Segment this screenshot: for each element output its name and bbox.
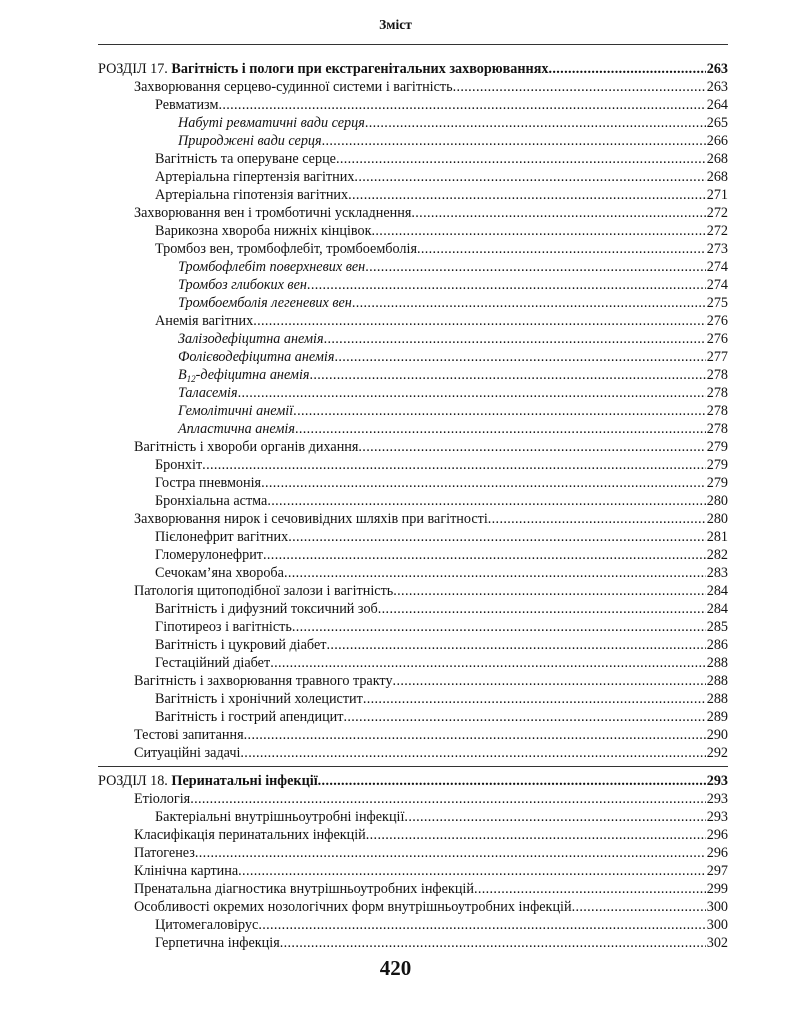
- toc-entry-page: 293: [706, 809, 728, 825]
- toc-entry-title: Класифікація перинатальних інфекцій: [134, 827, 366, 843]
- toc-entry-title: Гломерулонефрит: [155, 547, 264, 563]
- toc-entry[interactable]: [98, 898, 728, 916]
- toc-entry[interactable]: [98, 618, 728, 636]
- toc-entry-page: 279: [706, 475, 728, 491]
- toc-entry[interactable]: [98, 456, 728, 474]
- dot-leader: [267, 492, 705, 510]
- dot-leader: [366, 826, 706, 844]
- toc-entry-page: 299: [706, 881, 728, 897]
- toc-entry[interactable]: [98, 862, 728, 880]
- toc-entry[interactable]: [98, 808, 728, 826]
- toc-entry-title: Бронхіальна астма: [155, 493, 268, 509]
- toc-entry[interactable]: [98, 294, 728, 312]
- toc-entry-page: 293: [706, 791, 728, 807]
- toc-entry-page: 296: [706, 845, 728, 861]
- dot-leader: [365, 114, 706, 132]
- dot-leader: [258, 916, 705, 934]
- toc-entry-page: 265: [706, 115, 728, 131]
- toc-entry-title: Вагітність та оперуване серце: [155, 151, 336, 167]
- toc-entry[interactable]: [98, 330, 728, 348]
- toc-entry-page: 272: [706, 205, 728, 221]
- toc-entry-title: Вагітність і гострий апендицит: [155, 709, 344, 725]
- toc-entry[interactable]: [98, 510, 728, 528]
- toc-entry[interactable]: [98, 420, 728, 438]
- dot-leader: [270, 654, 706, 672]
- dot-leader: [322, 132, 706, 150]
- toc-entry-title: Артеріальна гіпотензія вагітних: [155, 187, 349, 203]
- dot-leader: [453, 78, 706, 96]
- toc-entry-page: 278: [706, 421, 728, 437]
- chapter-17-entries-continued: [98, 384, 728, 762]
- toc-entry[interactable]: [98, 726, 728, 744]
- toc-entry-title: Бронхіт: [155, 457, 203, 473]
- dot-leader: [218, 96, 705, 114]
- toc-entry-title: Тромбоз глибоких вен: [178, 277, 307, 293]
- toc-entry-title: Ситуаційні задачі: [134, 745, 241, 761]
- dot-leader: [244, 726, 706, 744]
- toc-entry[interactable]: [98, 880, 728, 898]
- toc-entry-title: Тромбоемболія легеневих вен: [178, 295, 352, 311]
- chapter-17-prefix: РОЗДІЛ 17.: [98, 61, 168, 77]
- toc-entry-title: Тромбофлебіт поверхневих вен: [178, 259, 366, 275]
- toc-entry-page: 279: [706, 439, 728, 455]
- dot-leader: [549, 60, 706, 78]
- dot-leader: [372, 222, 706, 240]
- toc-entry-page: 282: [706, 547, 728, 563]
- toc-entry-title: Бактеріальні внутрішньоутробні інфекції: [155, 809, 405, 825]
- toc-entry-title: Етіологія: [134, 791, 191, 807]
- toc-entry-title: Гестаційний діабет: [155, 655, 271, 671]
- page-header: Зміст: [379, 17, 412, 32]
- toc-entry-b12-anemia[interactable]: [98, 366, 728, 384]
- dot-leader: [363, 690, 706, 708]
- toc-entry-page: 281: [706, 529, 728, 545]
- toc-entry-page: 276: [706, 313, 728, 329]
- toc-entry-title: Клінічна картина: [134, 863, 239, 879]
- toc-entry-page: 276: [706, 331, 728, 347]
- toc-entry[interactable]: [98, 348, 728, 366]
- toc-entry-title: Природжені вади серця: [178, 133, 322, 149]
- toc-entry-page: 286: [706, 637, 728, 653]
- toc-entry-page: 297: [706, 863, 728, 879]
- dot-leader: [336, 150, 706, 168]
- toc-entry-page: 266: [706, 133, 728, 149]
- toc-entry-title: Залізодефіцитна анемія: [178, 331, 324, 347]
- toc-entry-page: 280: [706, 511, 728, 527]
- toc-entry-title: Набуті ревматичні вади серця: [178, 115, 365, 131]
- chapter-17-name: Вагітність і пологи при екстрагенітальних захворюваннях: [171, 61, 549, 77]
- dot-leader: [352, 294, 706, 312]
- toc-entry[interactable]: [98, 654, 728, 672]
- toc-entry[interactable]: [98, 402, 728, 420]
- chapter-17-entries: [98, 78, 728, 366]
- dot-leader: [284, 564, 706, 582]
- dot-leader: [417, 240, 706, 258]
- toc-entry[interactable]: [98, 186, 728, 204]
- toc-entry[interactable]: [98, 96, 728, 114]
- toc-entry-page: 272: [706, 223, 728, 239]
- toc-entry-title: Апластична анемія: [178, 421, 295, 437]
- toc-entry-page: 280: [706, 493, 728, 509]
- toc-entry-title: Варикозна хвороба нижніх кінцівок: [155, 223, 372, 239]
- toc-entry[interactable]: [98, 564, 728, 582]
- toc-entry[interactable]: [98, 438, 728, 456]
- toc-entry-title: Вагітність і дифузний токсичний зоб: [155, 601, 378, 617]
- toc-entry[interactable]: [98, 150, 728, 168]
- toc-entry-title: Патологія щитоподібної залози і вагітність: [134, 583, 394, 599]
- toc-entry-page: 268: [706, 169, 728, 185]
- toc-entry-page: 279: [706, 457, 728, 473]
- dot-leader: [309, 366, 705, 384]
- dot-leader: [190, 790, 706, 808]
- dot-leader: [261, 474, 706, 492]
- toc-entry-page: 274: [706, 259, 728, 275]
- toc-entry[interactable]: [98, 114, 728, 132]
- toc-entry-page: 278: [706, 403, 728, 419]
- toc-entry-title: Ревматизм: [155, 97, 219, 113]
- toc-entry[interactable]: [98, 672, 728, 690]
- toc-entry-title: Сечокам’яна хвороба: [155, 565, 284, 581]
- toc-entry-page: 274: [706, 277, 728, 293]
- dot-leader: [334, 348, 705, 366]
- header-divider: [98, 44, 728, 45]
- toc-entry[interactable]: [98, 744, 728, 762]
- toc-entry-page: 273: [706, 241, 728, 257]
- dot-leader: [280, 934, 706, 952]
- dot-leader: [365, 258, 706, 276]
- toc-entry-page: 289: [706, 709, 728, 725]
- toc-entry-title: Вагітність і цукровий діабет: [155, 637, 327, 653]
- chapter-18-page: 293: [706, 773, 728, 789]
- dot-leader: [488, 510, 706, 528]
- toc-entry[interactable]: [98, 258, 728, 276]
- dot-leader: [411, 204, 705, 222]
- toc-entry-page: 284: [706, 601, 728, 617]
- toc-entry-page: 296: [706, 827, 728, 843]
- toc-entry-page: 285: [706, 619, 728, 635]
- dot-leader: [202, 456, 706, 474]
- toc-entry[interactable]: [98, 708, 728, 726]
- chapter-18-heading[interactable]: [98, 772, 728, 790]
- toc-entry-title: Артеріальна гіпертензія вагітних: [155, 169, 355, 185]
- toc-entry[interactable]: [98, 204, 728, 222]
- toc-entry-page: 278: [706, 367, 728, 383]
- toc-entry[interactable]: [98, 546, 728, 564]
- toc-entry[interactable]: [98, 826, 728, 844]
- toc-entry-title: Герпетична інфекція: [155, 935, 280, 951]
- toc-entry-page: 271: [706, 187, 728, 203]
- toc-entry[interactable]: [98, 916, 728, 934]
- toc-entry-title: Захворювання нирок і сечовивідних шляхів при вагітності: [134, 511, 488, 527]
- dot-leader: [253, 312, 706, 330]
- chapter-divider: [98, 762, 728, 767]
- toc-entry-title: Вагітність і захворювання травного тракту: [134, 673, 393, 689]
- toc-entry-title: Пренатальна діагностика внутрішньоутробних інфекцій: [134, 881, 474, 897]
- toc-entry[interactable]: [98, 276, 728, 294]
- toc-entry[interactable]: [98, 600, 728, 618]
- toc-entry-title: Пієлонефрит вагітних: [155, 529, 289, 545]
- chapter-17-page: 263: [706, 61, 728, 77]
- dot-leader: [324, 330, 706, 348]
- dot-leader: [238, 384, 706, 402]
- dot-leader: [393, 672, 706, 690]
- dot-leader: [572, 898, 706, 916]
- toc-entry-title: Захворювання вен і тромботичні ускладнення: [134, 205, 412, 221]
- dot-leader: [293, 402, 706, 420]
- toc-entry-title: Гіпотиреоз і вагітність: [155, 619, 292, 635]
- toc-entry[interactable]: [98, 582, 728, 600]
- dot-leader: [348, 186, 706, 204]
- toc-entry[interactable]: [98, 312, 728, 330]
- dot-leader: [404, 808, 705, 826]
- toc-entry[interactable]: [98, 844, 728, 862]
- toc-entry-page: 284: [706, 583, 728, 599]
- toc-entry-page: 288: [706, 673, 728, 689]
- toc-entry-title: Вагітність і хронічний холецистит: [155, 691, 363, 707]
- toc-entry-title: Гостра пневмонія: [155, 475, 262, 491]
- toc-entry-page: 277: [706, 349, 728, 365]
- toc-entry[interactable]: [98, 222, 728, 240]
- b12-letter: В: [178, 367, 187, 383]
- dot-leader: [343, 708, 705, 726]
- toc-entry-page: 288: [706, 655, 728, 671]
- dot-leader: [240, 744, 705, 762]
- dot-leader: [307, 276, 706, 294]
- toc-entry-title: Таласемія: [178, 385, 238, 401]
- dot-leader: [358, 438, 705, 456]
- b12-subscript: 12: [186, 374, 196, 384]
- toc-entry[interactable]: [98, 636, 728, 654]
- toc-entry[interactable]: [98, 132, 728, 150]
- toc-entry[interactable]: [98, 474, 728, 492]
- dot-leader: [288, 528, 706, 546]
- chapter-18-title: [98, 772, 318, 790]
- toc-entry-page: 268: [706, 151, 728, 167]
- chapter-18-prefix: РОЗДІЛ 18.: [98, 773, 168, 789]
- toc-entry-page: 278: [706, 385, 728, 401]
- toc-entry[interactable]: [98, 528, 728, 546]
- toc-entry-page: 275: [706, 295, 728, 311]
- toc-entry[interactable]: [98, 790, 728, 808]
- table-of-contents: [98, 60, 728, 952]
- toc-entry[interactable]: [98, 690, 728, 708]
- toc-entry-title: Анемія вагітних: [155, 313, 254, 329]
- toc-entry[interactable]: [98, 78, 728, 96]
- chapter-18-entries: [98, 790, 728, 952]
- toc-entry-page: 292: [706, 745, 728, 761]
- toc-entry-page: 300: [706, 917, 728, 933]
- dot-leader: [354, 168, 705, 186]
- dot-leader: [318, 772, 706, 790]
- toc-entry[interactable]: [98, 240, 728, 258]
- toc-entry[interactable]: [98, 168, 728, 186]
- toc-entry-title: Тромбоз вен, тромбофлебіт, тромбоемболія: [155, 241, 417, 257]
- toc-entry[interactable]: [98, 934, 728, 952]
- dot-leader: [292, 618, 706, 636]
- toc-entry-page: 302: [706, 935, 728, 951]
- dot-leader: [195, 844, 706, 862]
- toc-entry-page: 300: [706, 899, 728, 915]
- chapter-18-name: Перинатальні інфекції: [171, 773, 318, 789]
- toc-entry-title: Гемолітичні анемії: [178, 403, 294, 419]
- toc-entry-page: 263: [706, 79, 728, 95]
- b12-rest: -дефіцитна анемія: [195, 367, 310, 383]
- chapter-17-heading[interactable]: [98, 60, 728, 78]
- toc-entry-page: 264: [706, 97, 728, 113]
- dot-leader: [393, 582, 705, 600]
- toc-entry-page: 290: [706, 727, 728, 743]
- dot-leader: [378, 600, 706, 618]
- toc-entry-title: Захворювання серцево-судинної системи і вагітність: [134, 79, 453, 95]
- dot-leader: [474, 880, 706, 898]
- toc-entry-title: Цитомегаловірус: [155, 917, 259, 933]
- page-number: 420: [379, 956, 412, 980]
- toc-entry-title: Особливості окремих нозологічних форм внутрішньоутробних інфекцій: [134, 899, 572, 915]
- chapter-17-title: [98, 60, 549, 78]
- toc-entry-title: Вагітність і хвороби органів дихання: [134, 439, 359, 455]
- toc-entry[interactable]: [98, 384, 728, 402]
- toc-entry-title: Тестові запитання: [134, 727, 244, 743]
- toc-entry-page: 288: [706, 691, 728, 707]
- toc-entry-page: 283: [706, 565, 728, 581]
- dot-leader: [326, 636, 705, 654]
- toc-entry[interactable]: [98, 492, 728, 510]
- dot-leader: [263, 546, 706, 564]
- toc-entry-title: Патогенез: [134, 845, 195, 861]
- dot-leader: [238, 862, 706, 880]
- toc-entry-title: Фолієводефіцитна анемія: [178, 349, 335, 365]
- dot-leader: [295, 420, 706, 438]
